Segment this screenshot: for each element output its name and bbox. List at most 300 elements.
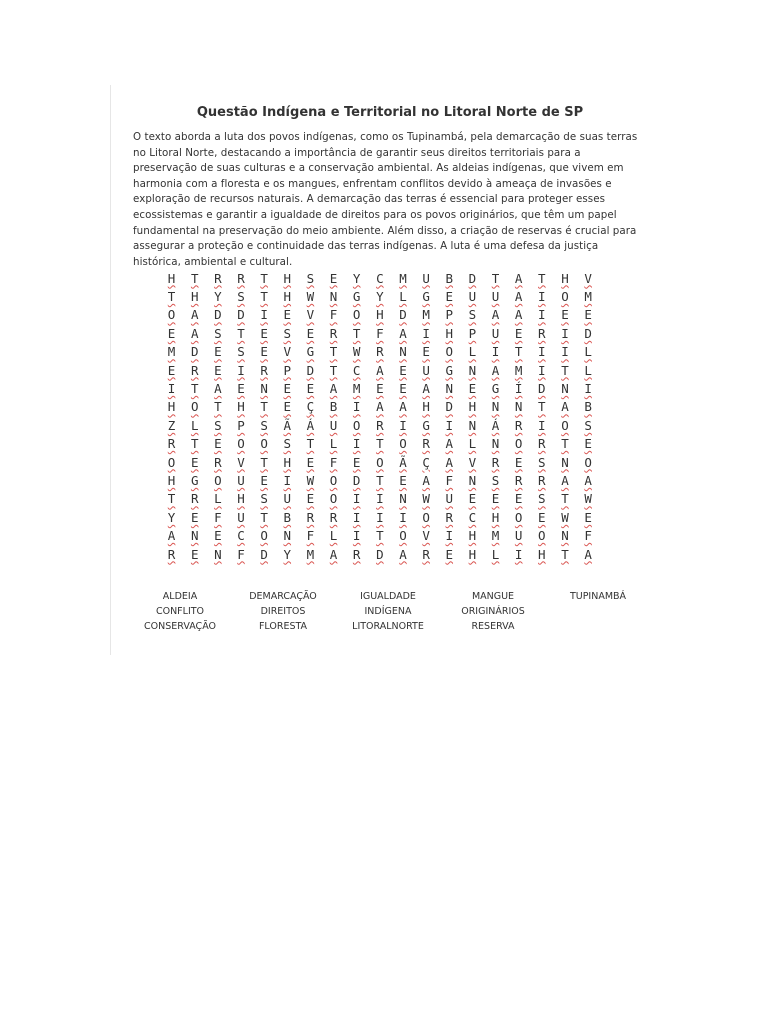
grid-letter: A <box>399 399 407 415</box>
grid-letter: I <box>538 344 546 360</box>
grid-letter: I <box>352 509 361 525</box>
word-list-item: ORIGINÁRIOS <box>461 606 525 617</box>
grid-letter: N <box>468 472 477 488</box>
grid-letter: O <box>514 436 523 452</box>
grid-letter: O <box>514 509 523 525</box>
grid-letter: D <box>352 472 361 488</box>
grid-letter: S <box>237 344 245 360</box>
grid-letter: E <box>422 344 430 360</box>
grid-letter: O <box>376 454 384 470</box>
grid-letter: Y <box>167 509 176 525</box>
grid-letter: U <box>237 472 245 488</box>
word-list-column <box>546 589 650 634</box>
grid-letter: I <box>352 436 361 452</box>
grid-letter: R <box>514 472 523 488</box>
word-list-item: DEMARCAÇÃO <box>249 591 317 602</box>
grid-letter: V <box>468 454 477 470</box>
grid-letter: S <box>237 289 245 305</box>
grid-letter: V <box>283 344 292 360</box>
grid-letter: S <box>491 472 500 488</box>
word-list-column <box>230 589 336 634</box>
grid-letter: U <box>237 509 245 525</box>
grid-letter: E <box>214 436 222 452</box>
grid-letter: N <box>561 454 569 470</box>
grid-letter: A <box>584 546 592 562</box>
grid-letter: T <box>561 546 569 562</box>
grid-letter: A <box>514 270 523 286</box>
grid-row <box>160 398 610 416</box>
grid-letter: M <box>491 528 500 544</box>
grid-letter: R <box>422 546 430 562</box>
grid-letter: F <box>237 546 245 562</box>
grid-letter: N <box>561 528 569 544</box>
grid-letter: E <box>306 491 315 507</box>
grid-letter: E <box>214 344 222 360</box>
grid-letter: G <box>306 344 315 360</box>
grid-letter: R <box>352 546 361 562</box>
word-list-item: FLORESTA <box>258 621 308 632</box>
grid-letter: R <box>514 417 523 433</box>
grid-letter: G <box>422 289 430 305</box>
grid-letter: A <box>399 546 407 562</box>
grid-letter: I <box>584 381 592 397</box>
grid-letter: E <box>468 381 477 397</box>
grid-letter: N <box>468 417 477 433</box>
grid-letter: I <box>445 528 454 544</box>
grid-letter: B <box>283 509 292 525</box>
grid-letter: I <box>352 491 361 507</box>
grid-row <box>160 508 610 526</box>
grid-letter: W <box>306 472 315 488</box>
grid-letter: T <box>352 325 361 341</box>
grid-row <box>160 526 610 544</box>
grid-letter: H <box>283 270 292 286</box>
grid-letter: I <box>538 289 546 305</box>
grid-letter: A <box>376 399 384 415</box>
grid-letter: L <box>491 546 500 562</box>
grid-letter: T <box>561 491 569 507</box>
grid-letter: E <box>260 344 268 360</box>
grid-letter: R <box>422 436 430 452</box>
grid-letter: A <box>167 528 176 544</box>
grid-letter: H <box>237 491 245 507</box>
grid-letter: W <box>352 344 361 360</box>
grid-letter: I <box>399 509 407 525</box>
grid-letter: L <box>399 289 407 305</box>
word-list-column <box>440 589 546 634</box>
grid-letter: D <box>190 344 199 360</box>
grid-letter: R <box>306 509 315 525</box>
grid-letter: H <box>167 399 176 415</box>
grid-letter: L <box>329 528 338 544</box>
grid-letter: D <box>260 546 268 562</box>
grid-letter: I <box>561 325 569 341</box>
grid-letter: G <box>422 417 430 433</box>
grid-letter: O <box>561 417 569 433</box>
grid-letter: G <box>190 472 199 488</box>
grid-letter: T <box>214 399 222 415</box>
grid-letter: H <box>376 307 384 323</box>
grid-letter: M <box>306 546 315 562</box>
word-list-item: IGUALDADE <box>360 591 416 602</box>
grid-letter: N <box>214 546 222 562</box>
grid-letter: E <box>167 362 176 378</box>
grid-letter: A <box>561 399 569 415</box>
grid-letter: L <box>468 436 477 452</box>
grid-letter: T <box>329 344 338 360</box>
word-list-item: ALDEIA <box>162 591 198 602</box>
grid-letter: B <box>445 270 454 286</box>
grid-letter: V <box>422 528 430 544</box>
grid-letter: I <box>352 528 361 544</box>
grid-letter: O <box>214 472 222 488</box>
grid-letter: E <box>468 491 477 507</box>
grid-letter: H <box>491 509 500 525</box>
grid-letter: L <box>468 344 477 360</box>
grid-letter: F <box>329 307 338 323</box>
grid-letter: L <box>584 362 592 378</box>
grid-letter: Í <box>514 381 523 397</box>
grid-letter: N <box>491 399 500 415</box>
grid-letter: E <box>190 509 199 525</box>
grid-letter: Á <box>306 417 315 433</box>
page-edge <box>110 85 111 655</box>
grid-letter: A <box>214 381 222 397</box>
grid-letter: V <box>306 307 315 323</box>
grid-letter: M <box>352 381 361 397</box>
grid-letter: G <box>445 362 454 378</box>
grid-letter: S <box>283 436 292 452</box>
grid-letter: W <box>306 289 315 305</box>
grid-letter: D <box>306 362 315 378</box>
grid-letter: I <box>237 362 245 378</box>
grid-letter: H <box>237 399 245 415</box>
grid-letter: T <box>190 381 199 397</box>
grid-letter: D <box>214 307 222 323</box>
grid-letter: H <box>422 399 430 415</box>
grid-row <box>160 379 610 397</box>
grid-letter: T <box>491 270 500 286</box>
grid-letter: E <box>214 362 222 378</box>
word-list-item: INDÍGENA <box>364 606 412 617</box>
grid-letter: N <box>399 344 407 360</box>
grid-letter: P <box>445 307 454 323</box>
grid-letter: H <box>468 528 477 544</box>
grid-letter: R <box>538 472 546 488</box>
grid-letter: R <box>376 344 384 360</box>
grid-letter: I <box>491 344 500 360</box>
grid-letter: F <box>329 454 338 470</box>
grid-letter: I <box>538 307 546 323</box>
grid-letter: O <box>190 399 199 415</box>
grid-letter: S <box>214 325 222 341</box>
grid-letter: E <box>283 381 292 397</box>
grid-letter: F <box>584 528 592 544</box>
grid-letter: O <box>584 454 592 470</box>
grid-letter: O <box>399 528 407 544</box>
grid-row <box>160 435 610 453</box>
grid-letter: T <box>306 436 315 452</box>
grid-letter: R <box>376 417 384 433</box>
grid-letter: H <box>283 289 292 305</box>
grid-letter: A <box>491 307 500 323</box>
grid-letter: T <box>237 325 245 341</box>
grid-letter: Á <box>491 417 500 433</box>
word-list-item: CONSERVAÇÃO <box>144 621 216 632</box>
grid-letter: M <box>514 362 523 378</box>
grid-letter: E <box>283 399 292 415</box>
grid-letter: H <box>167 270 176 286</box>
grid-letter: D <box>538 381 546 397</box>
grid-letter: T <box>260 399 268 415</box>
grid-letter: Y <box>214 289 222 305</box>
body-paragraph <box>133 130 643 270</box>
grid-letter: I <box>283 472 292 488</box>
grid-letter: E <box>584 509 592 525</box>
grid-letter: R <box>190 491 199 507</box>
grid-letter: H <box>468 399 477 415</box>
grid-letter: E <box>214 528 222 544</box>
grid-letter: T <box>538 270 546 286</box>
word-list-column <box>336 589 440 634</box>
grid-letter: E <box>283 307 292 323</box>
grid-row <box>160 471 610 489</box>
grid-letter: N <box>561 381 569 397</box>
grid-letter: G <box>491 381 500 397</box>
word-list-item: TUPINAMBÁ <box>569 591 627 602</box>
grid-letter: T <box>514 344 523 360</box>
grid-letter: N <box>260 381 268 397</box>
grid-letter: O <box>329 472 338 488</box>
grid-letter: E <box>352 454 361 470</box>
grid-letter: D <box>237 307 245 323</box>
grid-letter: F <box>306 528 315 544</box>
grid-letter: E <box>538 509 546 525</box>
grid-letter: T <box>167 491 176 507</box>
grid-letter: B <box>329 399 338 415</box>
grid-letter: P <box>283 362 292 378</box>
page-title: Questão Indígena e Territorial no Litoral Norte de SP <box>196 105 584 120</box>
grid-letter: R <box>329 325 338 341</box>
grid-letter: T <box>376 472 384 488</box>
grid-letter: N <box>445 381 454 397</box>
grid-letter: R <box>491 454 500 470</box>
grid-letter: A <box>445 454 454 470</box>
grid-letter: T <box>376 528 384 544</box>
word-list-item: MANGUE <box>471 591 515 602</box>
grid-letter: U <box>445 491 454 507</box>
grid-letter: C <box>468 509 477 525</box>
grid-letter: E <box>491 491 500 507</box>
grid-letter: O <box>352 307 361 323</box>
grid-letter: T <box>260 454 268 470</box>
grid-letter: T <box>260 289 268 305</box>
grid-letter: I <box>352 399 361 415</box>
grid-letter: T <box>538 399 546 415</box>
grid-letter: F <box>445 472 454 488</box>
grid-letter: E <box>306 325 315 341</box>
grid-letter: I <box>445 417 454 433</box>
grid-letter: A <box>584 472 592 488</box>
grid-letter: Ç <box>306 399 315 415</box>
grid-letter: O <box>538 528 546 544</box>
grid-letter: L <box>584 344 592 360</box>
grid-row <box>160 545 610 563</box>
grid-letter: I <box>167 381 176 397</box>
grid-letter: E <box>190 454 199 470</box>
grid-letter: O <box>329 491 338 507</box>
grid-letter: I <box>422 325 430 341</box>
grid-letter: A <box>561 472 569 488</box>
grid-letter: W <box>561 509 569 525</box>
grid-letter: E <box>260 325 268 341</box>
grid-letter: W <box>422 491 430 507</box>
grid-letter: I <box>514 546 523 562</box>
grid-letter: T <box>561 436 569 452</box>
grid-row <box>160 453 610 471</box>
grid-letter: H <box>538 546 546 562</box>
grid-letter: S <box>306 270 315 286</box>
grid-letter: E <box>260 472 268 488</box>
word-search-grid <box>160 269 610 563</box>
grid-letter: T <box>190 270 199 286</box>
grid-letter: S <box>538 454 546 470</box>
grid-letter: Z <box>167 417 176 433</box>
grid-letter: I <box>538 362 546 378</box>
grid-letter: G <box>352 289 361 305</box>
grid-row <box>160 269 610 287</box>
word-list-item: RESERVA <box>471 621 515 632</box>
grid-letter: Ã <box>283 417 292 433</box>
grid-letter: L <box>190 417 199 433</box>
word-list-item: DIREITOS <box>260 606 306 617</box>
grid-letter: E <box>399 362 407 378</box>
grid-letter: A <box>190 307 199 323</box>
grid-letter: S <box>260 417 268 433</box>
grid-letter: C <box>376 270 384 286</box>
grid-letter: T <box>561 362 569 378</box>
grid-row <box>160 306 610 324</box>
grid-letter: R <box>237 270 245 286</box>
grid-letter: A <box>422 472 430 488</box>
grid-letter: R <box>214 270 222 286</box>
grid-letter: I <box>561 344 569 360</box>
grid-letter: E <box>167 325 176 341</box>
grid-letter: U <box>283 491 292 507</box>
grid-letter: N <box>514 399 523 415</box>
grid-letter: P <box>237 417 245 433</box>
grid-letter: R <box>167 436 176 452</box>
grid-letter: R <box>260 362 268 378</box>
grid-letter: Y <box>376 289 384 305</box>
grid-letter: Y <box>283 546 292 562</box>
grid-letter: D <box>584 325 592 341</box>
grid-letter: M <box>422 307 430 323</box>
grid-letter: D <box>399 307 407 323</box>
grid-letter: S <box>260 491 268 507</box>
grid-letter: R <box>167 546 176 562</box>
grid-letter: T <box>190 436 199 452</box>
grid-letter: O <box>399 436 407 452</box>
grid-letter: O <box>422 509 430 525</box>
grid-letter: N <box>491 436 500 452</box>
grid-letter: E <box>190 546 199 562</box>
paragraph-text: O texto aborda a luta dos povos indígenas, como os Tupinambá, pela demarcação de suas terras no Litoral Norte, destacando a importância de garantir seus direitos territoriais para a preservação de suas culturas e a conservação ambiental. As aldeias indígenas, que vivem em harmonia com a floresta e os mangues, enfrentam conflitos devido à ameaça de invasões e exploração de recursos naturais. A demarcação das terras é essencial para proteger esses ecossistemas e garantir a igualdade de direitos para os povos originários, que têm um papel fundamental na preservação do meio ambiente. Além disso, a criação de reservas é crucial para assegurar a proteção e continuidade das terras indígenas. A luta é uma defesa da justiça histórica, ambiental e cultural. <box>133 131 638 268</box>
grid-letter: M <box>584 289 592 305</box>
grid-letter: A <box>445 436 454 452</box>
grid-letter: I <box>538 417 546 433</box>
grid-row <box>160 490 610 508</box>
grid-letter: V <box>584 270 592 286</box>
grid-letter: T <box>167 289 176 305</box>
grid-letter: N <box>329 289 338 305</box>
grid-letter: S <box>538 491 546 507</box>
grid-row <box>160 343 610 361</box>
grid-letter: T <box>260 509 268 525</box>
grid-letter: T <box>329 362 338 378</box>
grid-letter: I <box>260 307 268 323</box>
grid-letter: L <box>214 491 222 507</box>
grid-letter: M <box>399 270 407 286</box>
grid-letter: S <box>214 417 222 433</box>
grid-letter: E <box>514 491 523 507</box>
grid-letter: F <box>214 509 222 525</box>
grid-letter: E <box>514 325 523 341</box>
grid-letter: I <box>376 509 384 525</box>
word-list <box>130 589 650 634</box>
grid-letter: E <box>399 381 407 397</box>
grid-letter: S <box>584 417 592 433</box>
grid-letter: E <box>376 381 384 397</box>
grid-letter: F <box>376 325 384 341</box>
grid-letter: T <box>260 270 268 286</box>
grid-letter: C <box>352 362 361 378</box>
grid-letter: Ã <box>399 454 407 470</box>
grid-letter: D <box>376 546 384 562</box>
grid-letter: S <box>468 307 477 323</box>
grid-letter: U <box>491 289 500 305</box>
grid-letter: C <box>237 528 245 544</box>
grid-letter: A <box>376 362 384 378</box>
grid-letter: A <box>422 381 430 397</box>
grid-letter: E <box>445 289 454 305</box>
grid-letter: A <box>329 546 338 562</box>
grid-letter: R <box>190 362 199 378</box>
grid-letter: N <box>283 528 292 544</box>
grid-letter: H <box>445 325 454 341</box>
grid-row <box>160 324 610 342</box>
grid-letter: E <box>584 307 592 323</box>
grid-letter: O <box>561 289 569 305</box>
grid-letter: U <box>422 362 430 378</box>
grid-letter: O <box>167 454 176 470</box>
grid-letter: O <box>445 344 454 360</box>
grid-row <box>160 287 610 305</box>
grid-letter: E <box>561 307 569 323</box>
grid-letter: U <box>468 289 477 305</box>
grid-letter: N <box>399 491 407 507</box>
grid-letter: Ç <box>422 454 430 470</box>
grid-letter: A <box>329 381 338 397</box>
grid-letter: U <box>514 528 523 544</box>
grid-letter: M <box>167 344 176 360</box>
grid-letter: R <box>445 509 454 525</box>
grid-letter: E <box>306 454 315 470</box>
grid-letter: L <box>329 436 338 452</box>
grid-row <box>160 361 610 379</box>
word-list-item: LITORALNORTE <box>352 621 424 632</box>
grid-letter: U <box>491 325 500 341</box>
